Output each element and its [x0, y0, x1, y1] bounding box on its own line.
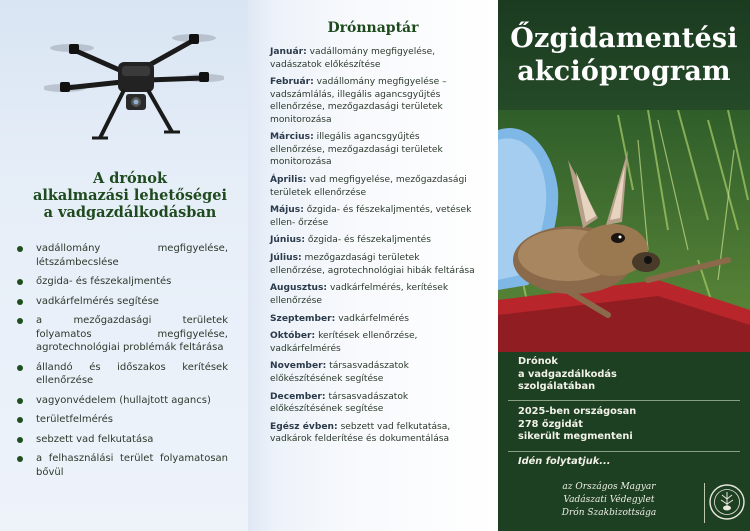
stat-line: sikerült megmenteni	[518, 431, 633, 442]
organization-line: Drón Szakbizottsága	[561, 508, 657, 518]
month-name: Április:	[270, 175, 307, 186]
month-list	[270, 46, 476, 451]
uses-list	[16, 242, 228, 485]
list-item-text: területfelmérés	[36, 414, 113, 425]
month-entry	[270, 76, 476, 126]
list-item	[16, 314, 228, 355]
calendar-panel	[248, 0, 498, 531]
month-text: társasvadászatok előkészítésének segítése	[270, 361, 409, 384]
list-item	[16, 433, 228, 447]
month-text: vadállomány megfigyelése, vadászatok előkészítése	[270, 47, 436, 70]
month-entry	[270, 174, 476, 199]
calendar-title: Drónnaptár	[327, 20, 419, 36]
bullet-icon	[17, 398, 23, 404]
organization-line: Vadászati Védegylet	[563, 495, 655, 505]
month-text: vadkárfelmérés, kerítések ellenőrzése	[270, 283, 449, 306]
month-entry	[270, 282, 476, 307]
drone-icon	[44, 20, 224, 150]
bullet-icon	[17, 318, 23, 324]
month-text: társasvadászatok előkészítésének segítése	[270, 391, 409, 415]
stat-highlight: 278 őzgidát	[518, 418, 583, 430]
month-name: Július:	[270, 253, 302, 264]
program-title	[498, 22, 750, 88]
bullet-icon	[17, 299, 23, 305]
month-entry	[270, 46, 476, 71]
month-entry	[270, 313, 476, 326]
month-entry	[270, 234, 476, 247]
month-text: vadkárfelmérés	[338, 313, 410, 324]
service-line: szolgálatában	[518, 381, 596, 392]
fawn-photo-icon	[498, 110, 750, 352]
month-entry	[270, 360, 476, 385]
month-name: Szeptember:	[270, 313, 336, 324]
month-name: Március:	[270, 132, 314, 143]
month-entry	[270, 391, 476, 416]
bullet-icon	[17, 417, 23, 423]
bullet-icon	[17, 437, 23, 443]
month-entry	[270, 252, 476, 277]
month-entry	[270, 330, 476, 355]
continue-text	[518, 456, 610, 469]
bullet-icon	[17, 246, 23, 252]
month-name: Egész évben:	[270, 421, 338, 432]
stat-line: 2025-ben országosan	[518, 406, 637, 417]
list-item-text: a mezőgazdasági területek folyamatos megfigyelése, agrotechnológiai problémák feltárása	[36, 315, 228, 353]
list-item	[16, 452, 228, 479]
service-title: Drónok	[518, 356, 558, 367]
list-item-text: állandó és időszakos kerítések ellenőrzése	[36, 361, 228, 386]
month-text: őzgida- és fészekaljmentés, vetések ellen- őrzése	[270, 205, 472, 228]
program-title-line: akcióprogram	[517, 56, 731, 87]
service-text	[518, 356, 617, 394]
uses-heading	[12, 170, 248, 221]
service-line: a vadgazdálkodás	[518, 368, 617, 380]
month-name: Augusztus:	[270, 283, 328, 294]
bullet-icon	[17, 365, 23, 371]
divider	[508, 400, 740, 401]
uses-heading-line: A drónok	[92, 170, 167, 187]
list-item	[16, 242, 228, 269]
list-item	[16, 275, 228, 289]
divider	[704, 483, 705, 523]
continue-label: Idén folytatjuk...	[518, 456, 611, 467]
month-text: őzgida- és fészekaljmentés	[307, 235, 432, 246]
info-box	[498, 352, 750, 478]
list-item-text: vadállomány megfigyelése, létszámbecslése	[36, 243, 228, 268]
month-text: kerítések ellenőrzése, vadkárfelmérés	[270, 331, 418, 354]
month-name: Október:	[270, 331, 316, 342]
uses-heading-line: alkalmazási lehetőségei	[32, 187, 228, 204]
month-name: Május:	[270, 205, 304, 216]
list-item-text: sebzett vad felkutatása	[36, 433, 154, 445]
list-item	[16, 413, 228, 427]
divider	[508, 451, 740, 452]
program-title-line: Őzgidamentési	[510, 23, 738, 54]
list-item-text: őzgida- és fészekaljmentés	[36, 276, 172, 287]
list-item-text: vadkárfelmérés segítése	[36, 295, 159, 307]
month-name: November:	[270, 361, 327, 372]
month-entry	[270, 131, 476, 169]
stat-text	[518, 406, 636, 444]
organization-line: az Országos Magyar	[562, 482, 656, 492]
list-item	[16, 394, 228, 408]
bullet-icon	[17, 456, 23, 462]
month-name: Február:	[270, 77, 314, 88]
month-name: Január:	[270, 47, 307, 57]
month-text: illegális agancsgyűjtés ellenőrzése, mezőgazdasági területek monitorozása	[270, 132, 443, 168]
month-text: mezőgazdasági területek ellenőrzése, agrotechnológiai hibák feltárása	[270, 253, 475, 276]
left-panel	[0, 0, 248, 531]
list-item	[16, 295, 228, 309]
cover-panel	[498, 0, 750, 531]
bullet-icon	[17, 279, 23, 285]
uses-heading-line: a vadgazdálkodásban	[43, 204, 217, 221]
list-item-text: vagyonvédelem (hullajtott agancs)	[36, 394, 211, 406]
month-name: December:	[270, 391, 326, 402]
month-text: sebzett vad felkutatása, vadkárok felderítése és dokumentálása	[270, 421, 451, 445]
list-item	[16, 361, 228, 388]
month-entry	[270, 421, 476, 446]
seal-icon	[708, 483, 746, 521]
month-entry	[270, 204, 476, 229]
month-name: Június:	[270, 235, 305, 246]
organization-name	[514, 481, 704, 520]
list-item-text: a felhasználási terület folyamatosan bővül	[36, 453, 228, 478]
month-text: vadállomány megfigyelése – vadszámlálás, illegális agancsgyűjtés ellenőrzése, mezőgazdasági területek monitorozása	[270, 77, 447, 125]
month-text: vad megfigyelése, mezőgazdasági területek ellenőrzése	[270, 175, 467, 198]
